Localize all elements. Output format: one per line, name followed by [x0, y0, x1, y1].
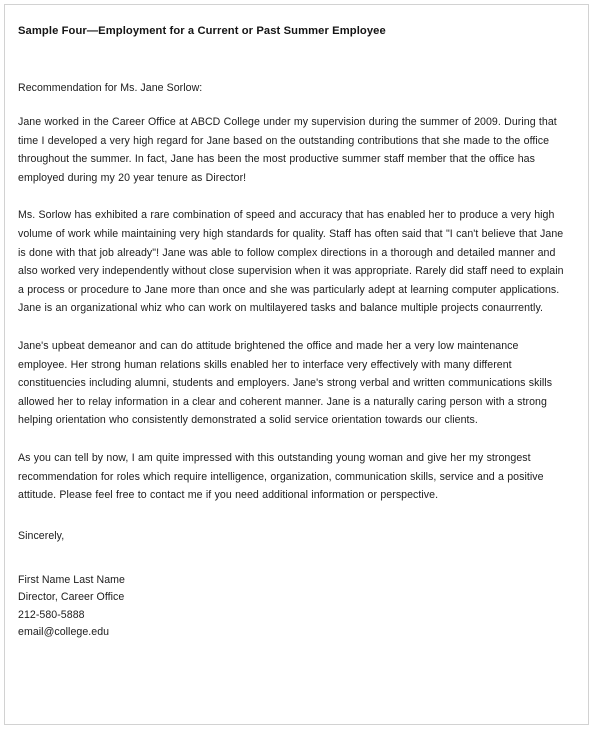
body-paragraph-4: As you can tell by now, I am quite impressed with this outstanding young woman and give her my strongest recommendation for roles which require intelligence, organization, communication skills, service and a positive attitude. Please feel free to contact me if you need additional information or perspective.: [18, 451, 544, 502]
page-border-bottom: [4, 724, 589, 725]
salutation-line: Recommendation for Ms. Jane Sorlow:: [18, 82, 203, 94]
signer-job-title: Director, Career Office: [18, 591, 125, 604]
page-border-right: [588, 4, 589, 725]
document-content: [8, 8, 586, 720]
page-border-top: [4, 4, 589, 5]
body-paragraph-3: Jane's upbeat demeanor and can do attitude brightened the office and made her a very low maintenance employee. Her strong human relations skills enabled her to interface very effectively with many different constituencies including alumni, students and employers. Jane's strong verbal and written communications skills allowed her to relay information in a clear and coherent manner. Jane is a naturally caring person with a strong helping orientation who consistently demonstrated a solid service orientation towards our clients.: [18, 339, 553, 427]
closing-line: Sincerely,: [18, 529, 65, 542]
signer-name: First Name Last Name: [18, 573, 125, 586]
body-paragraph-1: Jane worked in the Career Office at ABCD College under my supervision during the summer of 2009. During that time I developed a very high regard for Jane based on the outstanding contributions that she made to the office throughout the summer. In fact, Jane has been the most productive summer staff member that the office has employed during my 20 year tenure as Director!: [18, 116, 557, 184]
signature-block: [18, 572, 572, 642]
signer-email: email@college.edu: [18, 626, 110, 639]
page-border-left: [4, 4, 5, 725]
body-paragraph-2: Ms. Sorlow has exhibited a rare combination of speed and accuracy that has enabled her to produce a very high volume of work while maintaining very high standards for quality. Staff has often said that "I can't believe that Jane is done with that job already"! Jane was able to follow complex directions in a thorough and detailed manner and also worked very independently without close supervision when it was appropriate. Rarely did staff need to explain a process or procedure to Jane more than once and she was particularly adept at learning computer applications. Jane is an organizational whiz who can work on multilayered tasks and balance multiple projects conaurrently.: [18, 209, 564, 315]
signer-phone: 212-580-5888: [18, 608, 85, 621]
document-title: Sample Four—Employment for a Current or Past Summer Employee: [18, 25, 386, 37]
